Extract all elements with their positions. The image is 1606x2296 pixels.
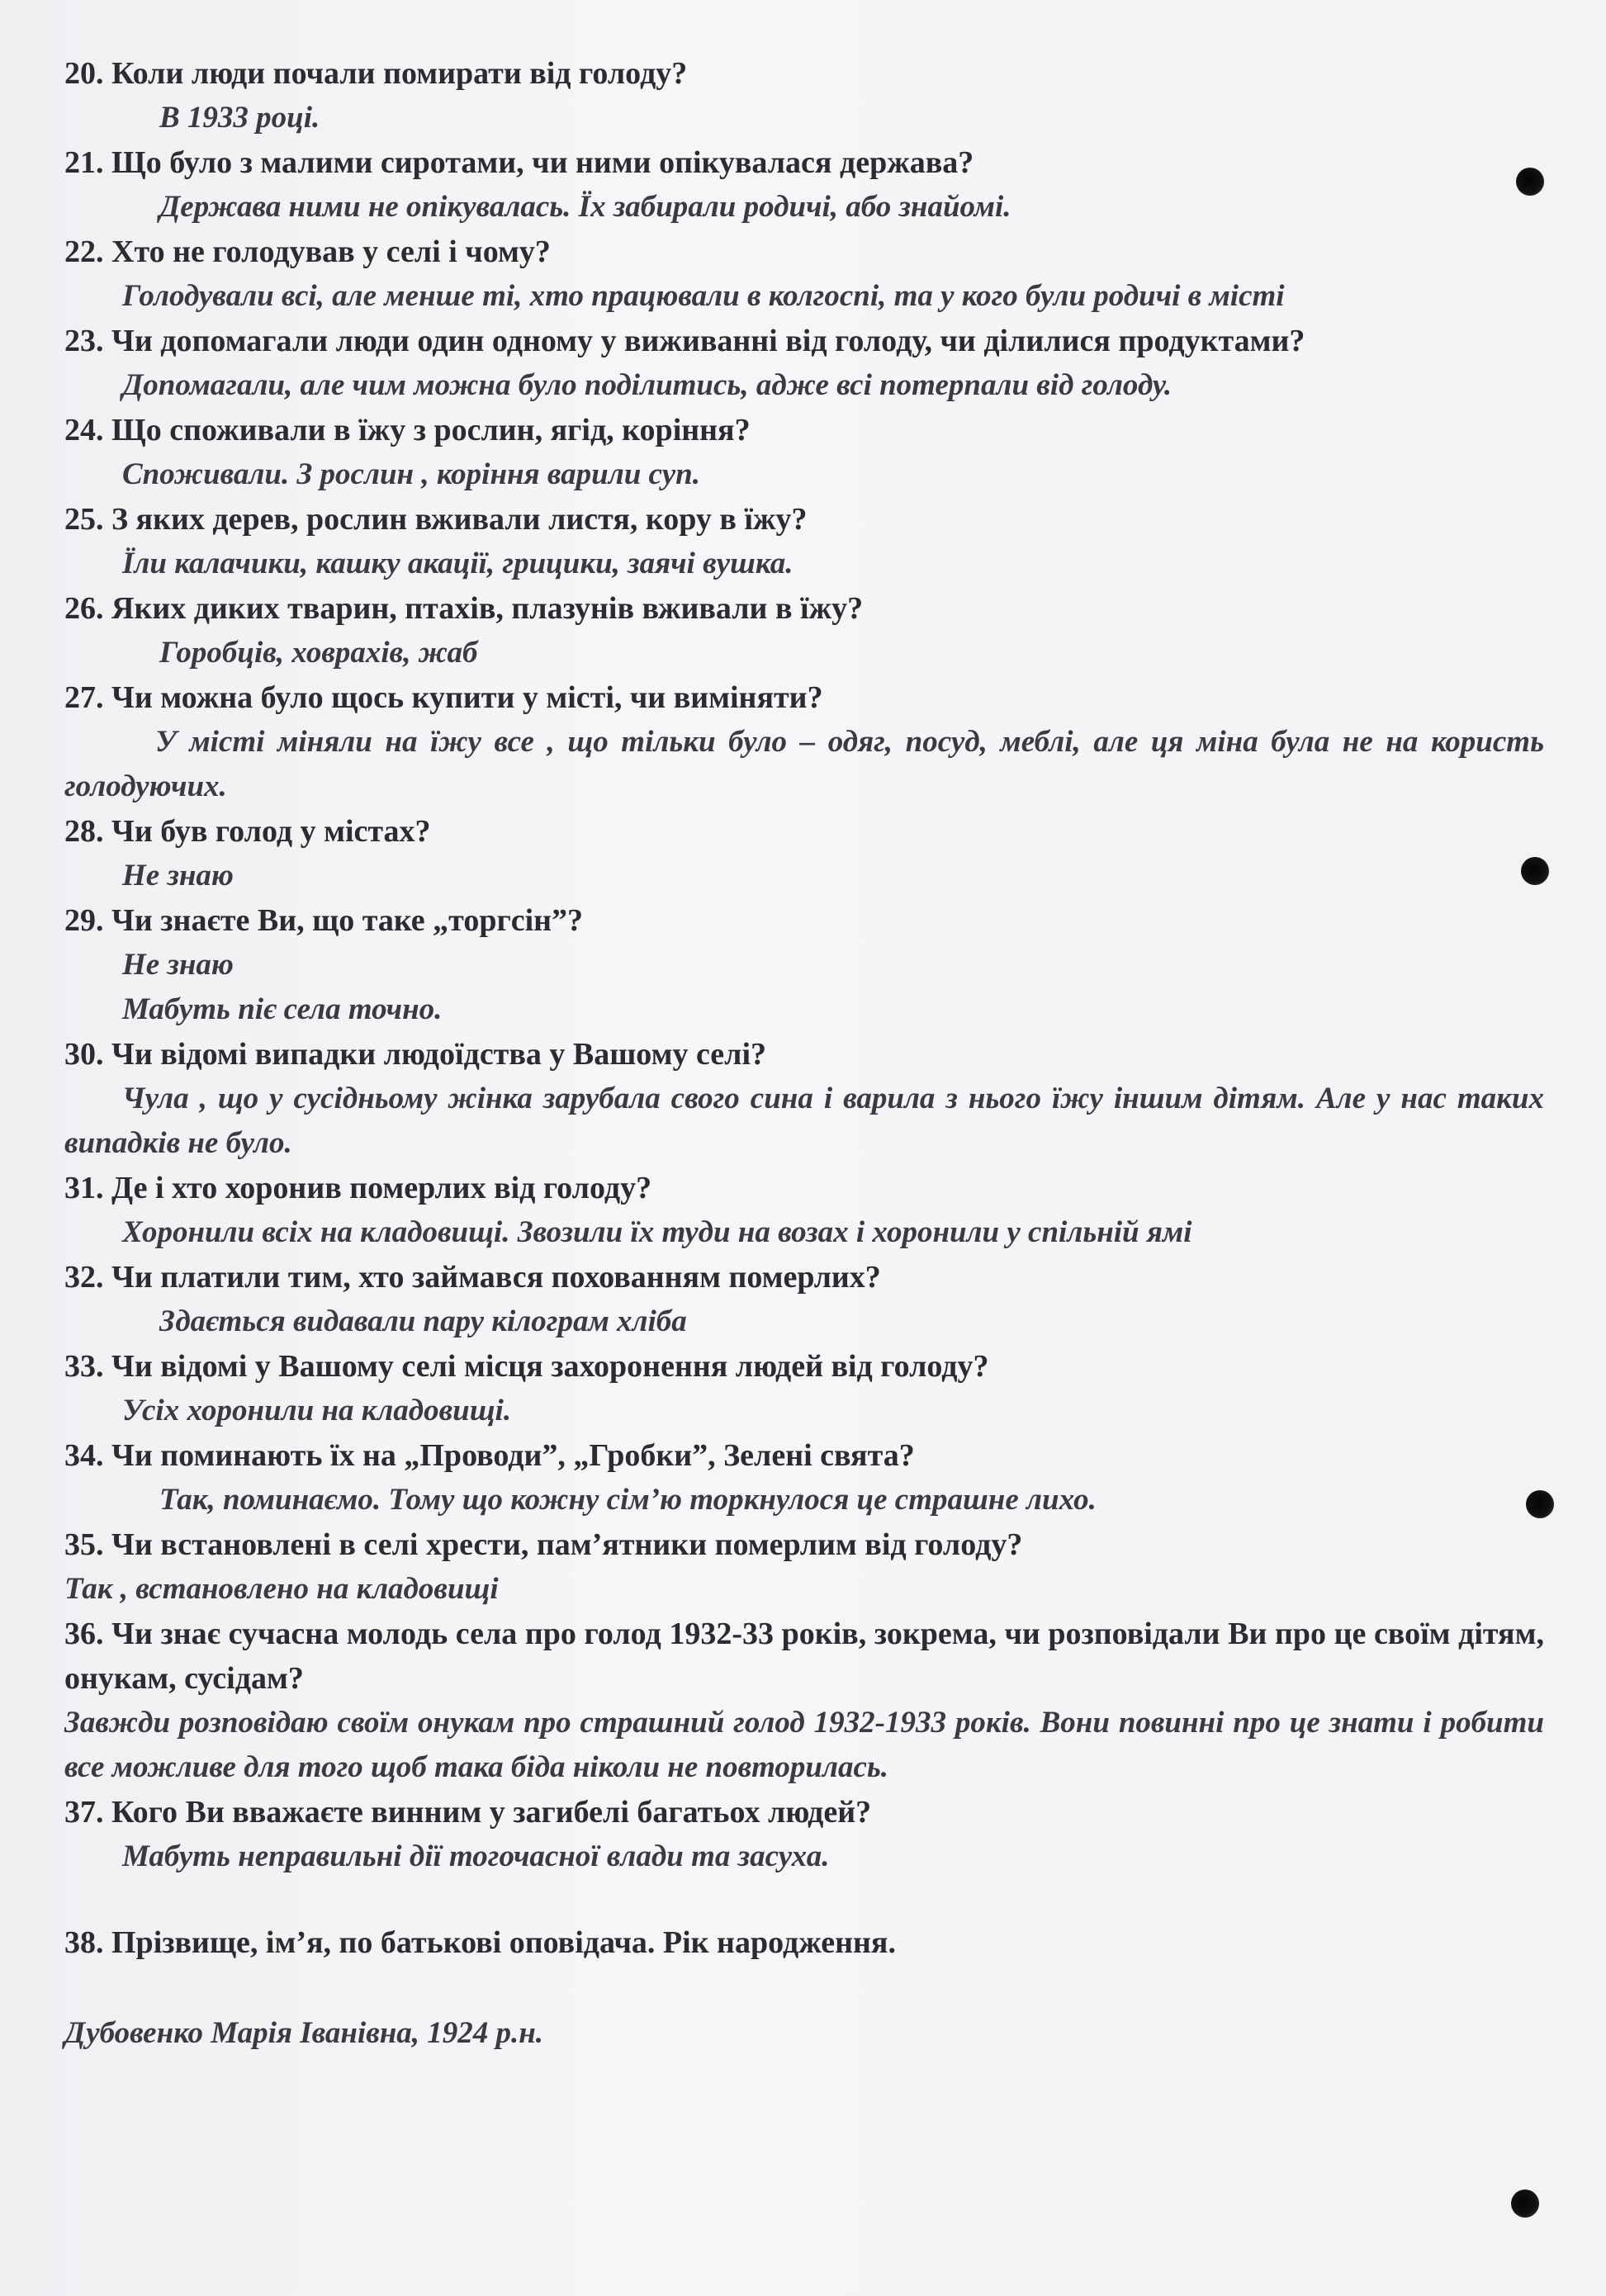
question-24: 24. Що споживали в їжу з рослин, ягід, коріння?: [64, 413, 751, 447]
questionnaire-text: [64, 51, 1544, 2056]
answer-26: Горобців, ховрахів, жаб: [159, 636, 478, 670]
question-33: 33. Чи відомі у Вашому селі місця захоронення людей від голоду?: [64, 1349, 989, 1384]
punch-hole: [1521, 857, 1549, 885]
punch-hole: [1511, 2189, 1539, 2218]
answer-23: Допомагали, але чим можна було поділитись, адже всі потерпали від голоду.: [122, 368, 1173, 402]
punch-hole: [1516, 168, 1544, 196]
answer-31: Хоронили всіх на кладовищі. Звозили їх туди на возах і хоронили у спільній ямі: [122, 1215, 1192, 1249]
question-38: 38. Прізвище, ім’я, по батькові оповідача. Рік народження.: [64, 1925, 896, 1960]
narrator-name: Дубовенко Марія Іванівна, 1924 р.н.: [64, 2016, 544, 2050]
answer-34: Так, поминаємо. Тому що кожну сім’ю торкнулося це страшне лихо.: [159, 1483, 1097, 1517]
answer-27: У місті міняли на їжу все , що тільки було – одяг, посуд, меблі, але ця міна була не на користь голодуючих.: [64, 725, 1544, 803]
punch-hole: [1526, 1490, 1554, 1518]
answer-30: Чула , що у сусідньому жінка зарубала свого сина і варила з нього їжу іншим дітям. Але у нас таких випадків не було.: [64, 1082, 1544, 1160]
question-28: 28. Чи був голод у містах?: [64, 814, 431, 849]
answer-22: Голодували всі, але менше ті, хто працювали в колгоспі, та у кого були родичі в місті: [122, 279, 1285, 313]
question-30: 30. Чи відомі випадки людоїдства у Вашому селі?: [64, 1037, 767, 1072]
question-22: 22. Хто не голодував у селі і чому?: [64, 234, 551, 269]
spacer: [64, 1879, 1544, 1920]
question-27: 27. Чи можна було щось купити у місті, чи виміняти?: [64, 680, 823, 715]
question-21: 21. Що було з малими сиротами, чи ними опікувалася держава?: [64, 145, 974, 180]
question-31: 31. Де і хто хоронив померлих від голоду?: [64, 1171, 652, 1205]
question-32: 32. Чи платили тим, хто займався похованням померлих?: [64, 1260, 881, 1295]
answer-25: Їли калачики, кашку акації, грицики, заячі вушка.: [122, 547, 794, 580]
answer-36: Завжди розповідаю своїм онукам про страшний голод 1932-1933 років. Вони повинні про це знати і робити все можливе для того щоб така біда ніколи не повторилась.: [64, 1706, 1544, 1784]
spacer: [64, 1965, 1544, 2011]
answer-29: Не знаю: [122, 948, 234, 982]
answer-21: Держава ними не опікувалась. Їх забирали родичі, або знайомі.: [159, 190, 1011, 224]
question-25: 25. З яких дерев, рослин вживали листя, кору в їжу?: [64, 502, 808, 537]
answer-35: Так , встановлено на кладовищі: [64, 1572, 499, 1606]
question-34: 34. Чи поминають їх на „Проводи”, „Гробки”, Зелені свята?: [64, 1438, 915, 1473]
question-20: 20. Коли люди почали помирати від голоду?: [64, 56, 688, 91]
question-36: 36. Чи знає сучасна молодь села про голод 1932-33 років, зокрема, чи розповідали Ви про це своїм дітям, онукам, сусідам?: [64, 1617, 1544, 1696]
question-23: 23. Чи допомагали люди один одному у виживанні від голоду, чи ділилися продуктами?: [64, 324, 1305, 358]
answer-32: Здається видавали пару кілограм хліба: [159, 1304, 687, 1338]
question-26: 26. Яких диких тварин, птахів, плазунів вживали в їжу?: [64, 591, 864, 626]
question-35: 35. Чи встановлені в селі хрести, пам’ятники померлим від голоду?: [64, 1527, 1023, 1562]
answer-24: Споживали. З рослин , коріння варили суп.: [122, 457, 700, 491]
answer-28: Не знаю: [122, 859, 234, 892]
answer-29-extra: Мабуть піє села точно.: [122, 992, 443, 1026]
answer-33: Усіх хоронили на кладовищі.: [122, 1394, 512, 1427]
answer-20: В 1933 році.: [159, 101, 320, 135]
answer-37: Мабуть неправильні дії тогочасної влади та засуха.: [122, 1839, 830, 1873]
question-37: 37. Кого Ви вважаєте винним у загибелі багатьох людей?: [64, 1795, 872, 1830]
question-29: 29. Чи знаєте Ви, що таке „торгсін”?: [64, 903, 584, 938]
